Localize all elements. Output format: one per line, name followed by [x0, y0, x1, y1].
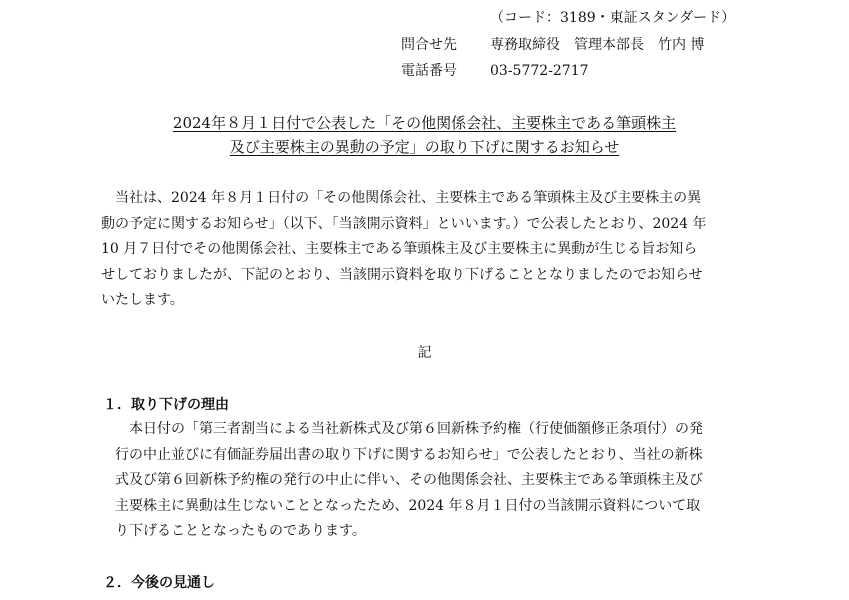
- document-title-line-1: [0, 111, 849, 135]
- paragraph-line: 主要株主に異動は生じないこととなったため、2024 年８月１日付の当該開示資料について取: [115, 497, 701, 514]
- paragraph-line: 式及び第６回新株予約権の発行の中止に伴い、その他関係会社、主要株主である筆頭株主及び: [115, 472, 703, 488]
- paragraph-line: 動の予定に関するお知らせ」（以下、「当該開示資料」といいます。）で公表したとおり、2024 年: [101, 215, 707, 232]
- paragraph-line: 10 月７日付でその他関係会社、主要株主である筆頭株主及び主要株主に異動が生じる旨お知ら: [101, 241, 698, 257]
- paragraph-line: 本日付の「第三者割当による当社新株式及び第６回新株予約権（行使価額修正条項付）の発: [115, 421, 703, 437]
- stock-code-line: （コード：3189・東証スタンダード）: [490, 10, 736, 26]
- section-1-body: [115, 417, 755, 545]
- title-text: 及び主要株主の異動の予定」の取り下げに関するお知らせ: [229, 138, 620, 156]
- contact-label: 問合せ先: [401, 37, 457, 53]
- paragraph-line: り下げることとなったものであります。: [115, 523, 366, 539]
- paragraph-line: 当社は、2024 年８月１日付の「その他関係会社、主要株主である筆頭株主及び主要株主の異: [101, 190, 702, 206]
- document-title-line-2: [0, 135, 849, 159]
- section-1-heading: １．取り下げの理由: [103, 397, 229, 413]
- phone-label: 電話番号: [401, 63, 457, 79]
- title-text: 2024年８月１日付で公表した「その他関係会社、主要株主である筆頭株主: [172, 114, 677, 132]
- paragraph-line: 行の中止並びに有価証券届出書の取り下げに関するお知らせ」で公表したとおり、当社の新株: [115, 446, 703, 463]
- paragraph-line: いたします。: [101, 292, 184, 308]
- intro-paragraph: [101, 186, 751, 314]
- ki-marker: 記: [417, 345, 432, 361]
- contact-value: 専務取締役 管理本部長 竹内 博: [490, 37, 705, 53]
- section-2-heading: ２．今後の見通し: [103, 575, 215, 591]
- paragraph-line: せしておりましたが、下記のとおり、当該開示資料を取り下げることとなりましたのでお知らせ: [101, 266, 703, 283]
- phone-value: 03-5772-2717: [490, 63, 589, 79]
